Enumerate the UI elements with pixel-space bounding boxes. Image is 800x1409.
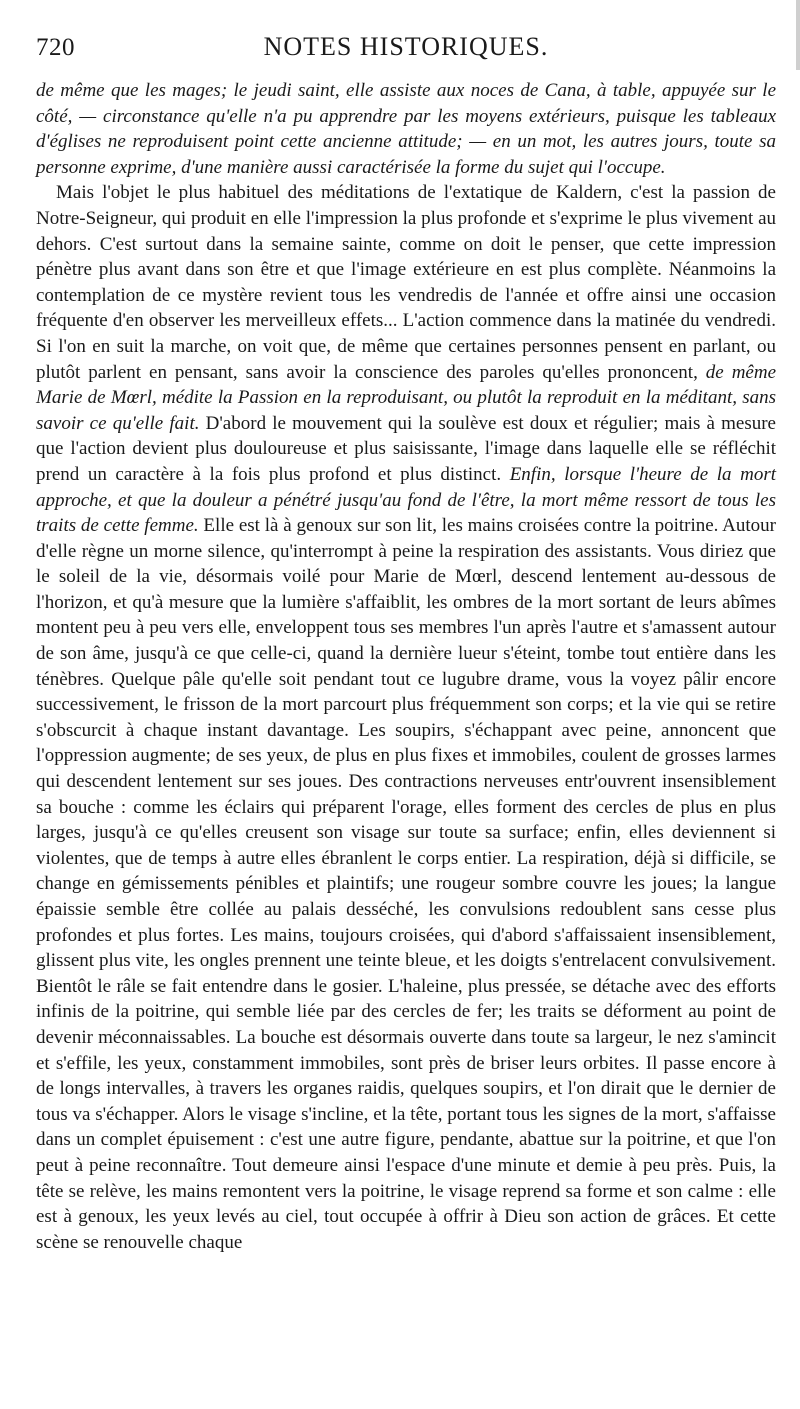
- body-text: [36, 78, 776, 1255]
- text-segment: Enfin, lorsque l'heure de la mort approche, et que la douleur a pénétré jusqu'au fond de l'être, la mort même ressort de tous les traits de cette femme.: [36, 463, 777, 537]
- text-segment: Mais l'objet le plus habituel des méditations de l'extatique de Kaldern, c'est la passion de Notre-Seigneur, qui produit en elle l'impression la plus profonde et s'exprime le plus vivement au dehors. C'est surtout dans la semaine sainte, comme on doit le penser, que cette impression pénètre plus avant dans son être et que l'image extérieure en est plus complète. Néanmoins la contemplation de ce mystère revient tous les vendredis de l'année et offre ainsi une occasion fréquente d'en observer les merveilleux effets... L'action commence dans la matinée du vendredi. Si l'on en suit la marche, on voit que, de même que certaines personnes pensent en parlant, ou plutôt parlent en pensant, sans avoir la conscience des paroles qu'elles prononcent,: [36, 182, 776, 383]
- text-segment: de même que les mages; le jeudi saint, elle assiste aux noces de Cana, à table, appuyée sur le côté, — circonstance qu'elle n'a pu apprendre par les moyens extérieurs, puisque les tableaux d'églises ne reproduisent point cette ancienne attitude; — en un mot, les autres jours, toute sa personne exprime, d'une manière aussi caractérisée la forme du sujet qui l'occupe.: [36, 80, 776, 178]
- page-header: [36, 24, 776, 68]
- book-page: [36, 24, 776, 1255]
- paragraph-2: [36, 180, 776, 1255]
- page-number: 720: [36, 34, 75, 61]
- text-segment: de même Marie de Mœrl, médite la Passion en la reproduisant, ou plutôt la reproduit en la méditant, sans savoir ce qu'elle fait.: [36, 361, 776, 434]
- running-head: NOTES HISTORIQUES.: [263, 32, 549, 61]
- page-edge-shadow: [796, 0, 800, 70]
- paragraph-1: [36, 78, 776, 180]
- text-segment: Elle est là à genoux sur son lit, les mains croisées contre la poitrine. Autour d'elle règne un morne silence, qu'interrompt à peine la respiration des assistants. Vous diriez que le soleil de la vie, désormais voilé pour Marie de Mœrl, descend lentement au-dessous de l'horizon, et qu'à mesure que la lumière s'affaiblit, les ombres de la mort sortant de leurs abîmes montent peu à peu vers elle, enveloppent tous ses membres l'un après l'autre et s'amassent autour de son âme, jusqu'à ce que celle-ci, quand la dernière lueur s'éteint, tombe tout entière dans les ténèbres. Quelque pâle qu'elle soit pendant tout ce lugubre drame, vous la voyez pâlir encore successivement, le frisson de la mort parcourt plus fréquemment son corps; et la vie qui se retire s'obscurcit à chaque instant davantage. Les soupirs, s'échappant avec peine, annoncent que l'oppression augmente; de ses yeux, de plus en plus fixes et immobiles, coulent de grosses larmes qui descendent lentement sur ses joues. Des contractions nerveuses entr'ouvrent insensiblement sa bouche : comme les éclairs qui préparent l'orage, elles forment des cercles de plus en plus larges, jusqu'à ce qu'elles creusent son visage sur toute sa surface; enfin, elles deviennent si violentes, que de temps à autre elles ébranlent le corps entier. La respiration, déjà si difficile, se change en gémissements pénibles et plaintifs; une rougeur sombre couvre les joues; la langue épaissie semble être collée au palais desséché, les convulsions redoublent sans cesse plus profondes et plus fortes. Les mains, toujours croisées, qui d'abord s'affaissaient insensiblement, glissent plus vite, les ongles prennent une teinte bleue, et les doigts s'entrelacent convulsivement. Bientôt le râle se fait entendre dans le gosier. L'haleine, plus pressée, se détache avec des efforts infinis de la poitrine, qui semble liée par des cercles de fer; les traits se déforment au point de devenir méconnaissables. La bouche est désormais ouverte dans toute sa largeur, le nez s'amincit et s'effile, les yeux, constamment immobiles, sont près de briser leurs orbites. Il passe encore à de longs intervalles, à travers les organes raidis, quelques soupirs, et l'on dirait que le dernier de tous va s'échapper. Alors le visage s'incline, et la tête, portant tous les signes de la mort, s'affaisse dans un complet épuisement : c'est une autre figure, pendante, abattue sur la poitrine, et que l'on peut à peine reconnaître. Tout demeure ainsi l'espace d'une minute et demie à peu près. Puis, la tête se relève, les mains remontent vers la poitrine, le visage reprend sa forme et son calme : elle est à genoux, les yeux levés au ciel, tout occupée à offrir à Dieu son action de grâces. Et cette scène se renouvelle chaque: [36, 515, 776, 1253]
- text-segment: D'abord le mouvement qui la soulève est doux et régulier; mais à mesure que l'action devient plus douloureuse et plus saisissante, l'image dans laquelle elle se réfléchit prend un caractère à la fois plus profond et plus distinct.: [36, 412, 776, 485]
